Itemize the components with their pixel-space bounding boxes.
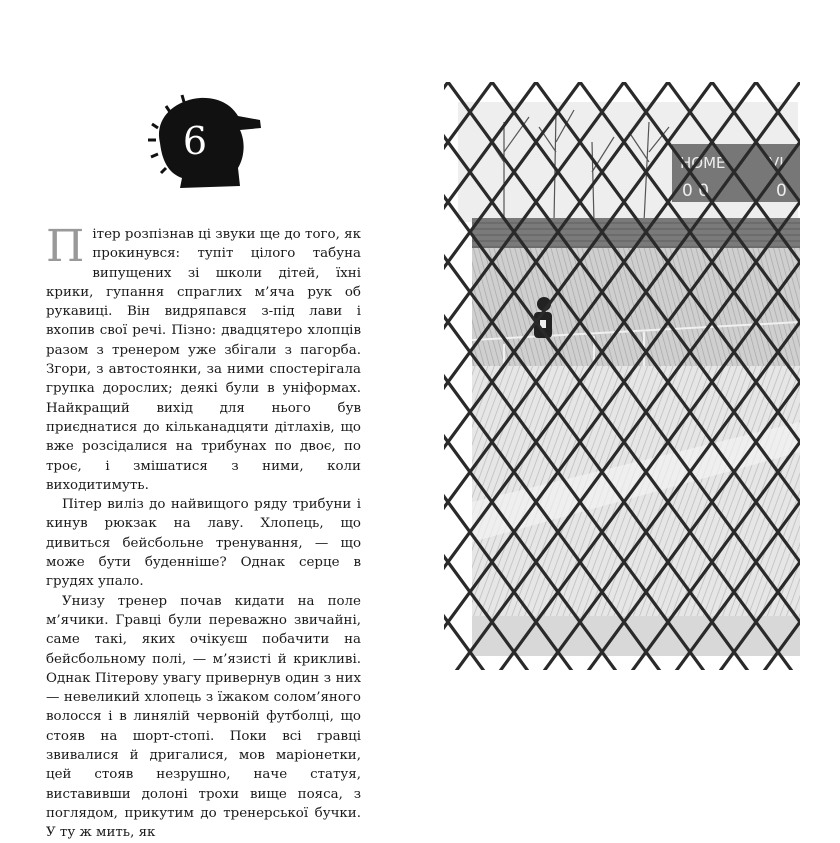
paragraph-2: Пітер виліз до найвищого ряду трибуни і кинув рюкзак на лаву. Хлопець, що дивиться бейсбольне тренування, — що може бути буденніше? Однак серце в грудях упало.: [46, 497, 361, 590]
chain-link-fence: [444, 82, 800, 670]
paragraph-1-text: ітер розпізнав ці звуки ще до того, як прокинувся: тупіт цілого табуна випущених зі школи дітей, їхні крики, гупання спраглих м’яча рук об рукавиці. Він видряпався з-під лави і вхопив свої речі. Пізно: двадцятеро хлопців разом з тренером уже збігали з пагорба. Згори, з автостоянки, за ними спостерігала групка дорослих; деякі були в уніформах. Найкращий вихід для нього був приєднатися до кільканадцяти дітлахів, що вже розсідалися на трибунах по двоє, по троє, і змішатися з ними, коли виходитимуть.: [46, 227, 361, 493]
chapter-body: [46, 221, 361, 843]
paragraph-3: Унизу тренер почав кидати на поле м’ячики. Гравці були переважно звичайні, саме такі, яких очікуєш побачити на бейсбольному полі, — м’язисті й крикливі. Однак Пітерову увагу привернув один з них — невеликий хлопець з їжаком солом’яного волосся і в линялій червоній футболці, що стояв на шорт-стопі. Поки всі гравці звивалися й дригалися, мов маріонетки, цей стояв незрушно, наче статуя, виставивши долоні трохи вище пояса, з поглядом, прикутим до тренерської бучки. У ту ж мить, як: [46, 593, 361, 841]
fence-illustration: [444, 82, 800, 670]
left-page: [0, 0, 420, 841]
drop-cap: П: [46, 221, 85, 272]
paragraph-1: [46, 221, 361, 495]
chapter-number: 6: [182, 119, 208, 163]
